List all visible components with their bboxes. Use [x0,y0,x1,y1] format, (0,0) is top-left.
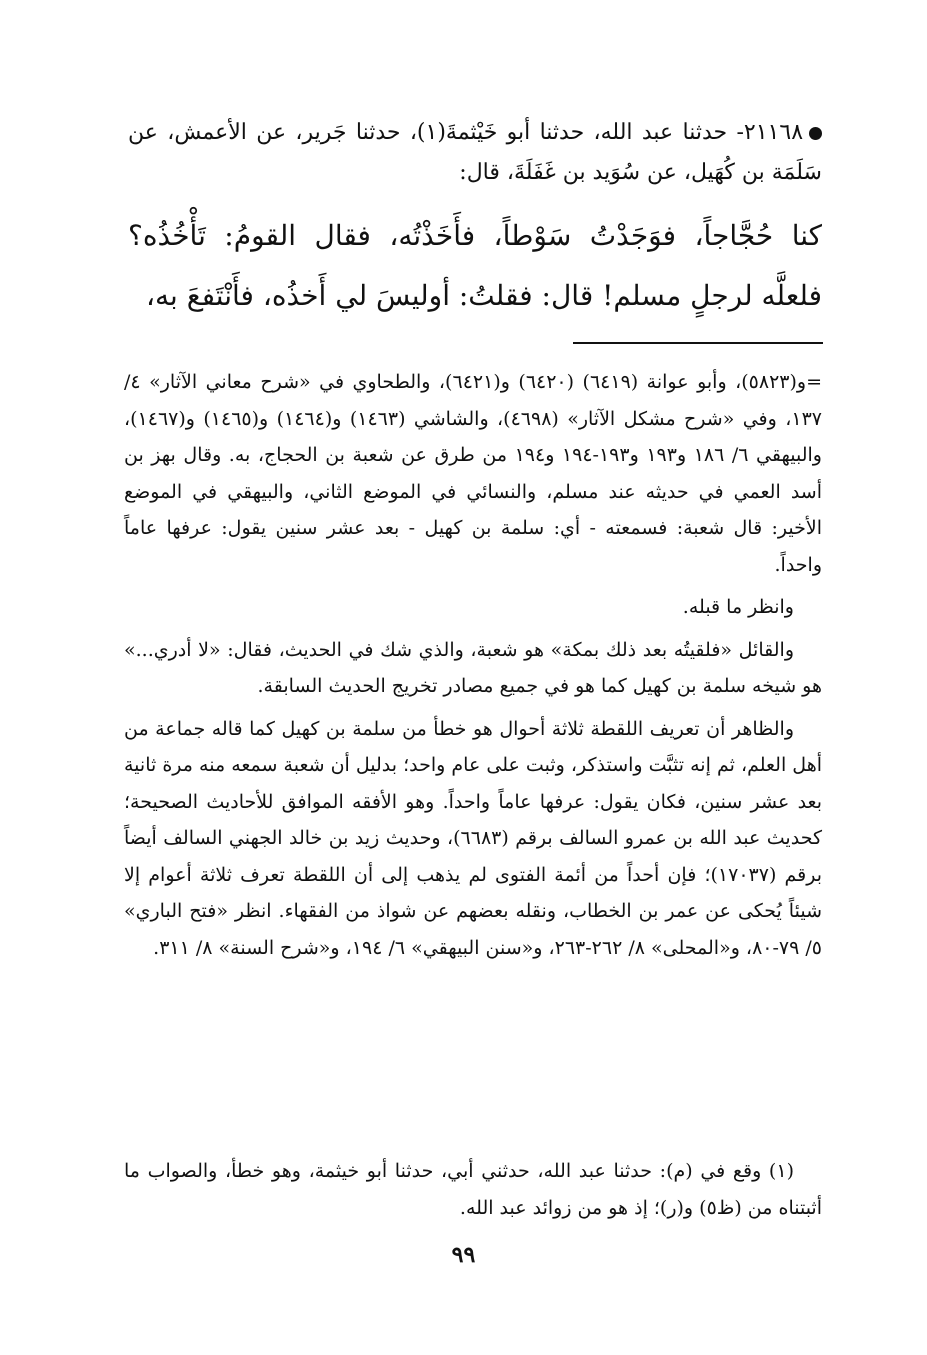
note-paragraph: والظاهر أن تعريف اللقطة ثلاثة أحوال هو خطأ من سلمة بن كهيل كما قاله جماعة من أهل العلم، ثم إنه تثبَّت واستذكر، وثبت على عام واحد؛ بدليل أن شعبة سمعه منه مرة ثانية بعد عشر سنين، فكان يقول: عرفها عاماً واحداً. وهو الأفقه الموافق للأحاديث الصحيحة؛ كحديث عبد الله بن عمرو السالف برقم (٦٦٨٣)، وحديث زيد بن خالد الجهني السالف أيضاً برقم (١٧٠٣٧)؛ فإن أحداً من أئمة الفتوى لم يذهب إلى أن اللقطة تعرف ثلاثة أعوام إلا شيئاً يُحكى عن عمر بن الخطاب، ونقله بعضهم عن شواذ من الفقهاء. انظر «فتح الباري» ٥/ ٧٩-٨٠، و«المحلى» ٨/ ٢٦٢-٢٦٣، و«سنن البيهقي» ٦/ ١٩٤، و«شرح السنة» ٨/ ٣١١. [124,717,823,959]
commentary-notes [124,364,822,972]
hadith-header [128,113,822,193]
bullet-icon [809,127,822,140]
note-paragraph: وانظر ما قبله. [682,596,794,618]
note-paragraph: والقائل «فلقيتُه بعد ذلك بمكة» هو شعبة، والذي شك في الحديث، فقال: «لا أدري...» هو شيخه سلمة بن كهيل كما هو في جميع مصادر تخريج الحديث السابقة. [124,638,822,697]
footnote: (١) وقع في (م): حدثنا عبد الله، حدثني أبي، حدثنا أبو خيثمة، وهو خطأ، والصواب ما أثبتناه من (ظ٥) و(ر)؛ إذ هو من زوائد عبد الله. [124,1160,822,1219]
note-paragraph: =و(٥٨٢٣)، وأبو عوانة (٦٤١٩) (٦٤٢٠) و(٦٤٢١)، والطحاوي في «شرح معاني الآثار» ٤/ ١٣٧، وفي «شرح مشكل الآثار» (٤٦٩٨)، والشاشي (١٤٦٣) و(١٤٦٤) و(١٤٦٥) و(١٤٦٧)، والبيهقي ٦/ ١٨٦ و١٩٣ و١٩٣-١٩٤ و١٩٤ من طرق عن شعبة بن الحجاج، به. وقال بهز بن أسد العمي في حديثه عند مسلم، والنسائي في الموضع الثاني، والبيهقي في الموضع الأخير: قال شعبة: فسمعته - أي: سلمة بن كهيل - بعد عشر سنين يقول: عرفها عاماً واحداً. [124,371,823,576]
page-number: ٩٩ [451,1242,476,1268]
footnote-divider [573,342,823,344]
hadith-body: كنا حُجَّاجاً، فوَجَدْتُ سَوْطاً، فأَخَذْتُه، فقال القومُ: تَأْخُذُه؟ فلعلَّه لرجلٍ مسلم! قال: فقلتُ: أوليسَ لي أَخذُه، فأَنْتَفعَ به، [128,219,822,312]
hadith-header-text: ٢١١٦٨- حدثنا عبد الله، حدثنا أبو خَيْثمةَ(١)، حدثنا جَرير، عن الأعمش، عن سَلَمَة بن كُهَيل، عن سُوَيد بن غَفَلَةَ، قال: [128,120,822,185]
